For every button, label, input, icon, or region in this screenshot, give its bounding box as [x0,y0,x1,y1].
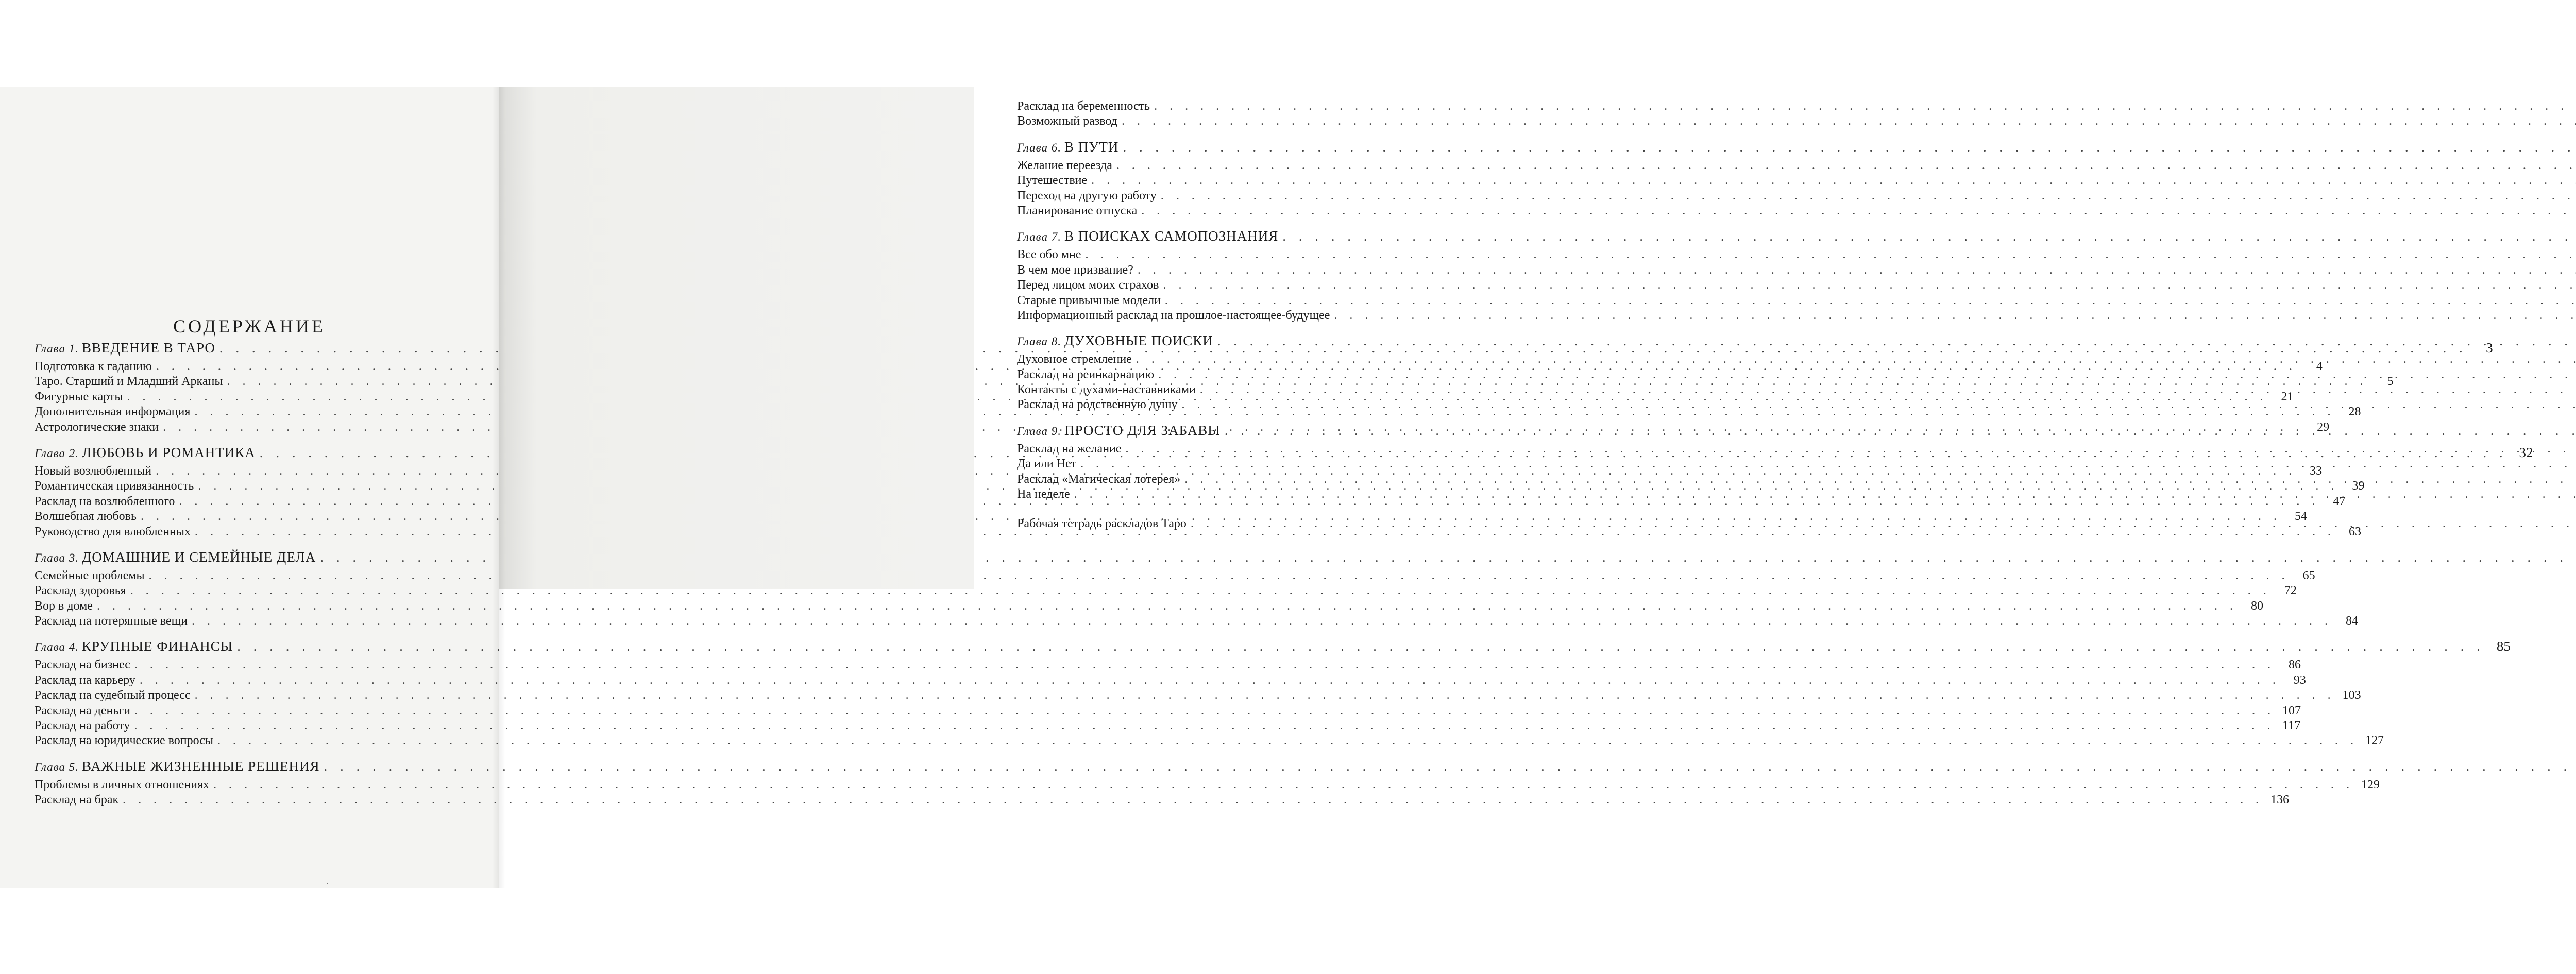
book-spread [0,87,2533,888]
toc-chapter-row [1017,419,1445,442]
entry-title: Расклад на юридические вопросы [35,734,213,748]
entry-title: Желание переезда [1017,158,1112,172]
chapter-number: Глава 9. [1017,424,1061,438]
toc-chapter-row [35,546,479,568]
page-number: 129 [2361,778,2380,792]
dot-leader [134,703,2275,718]
toc-entry-row [1017,263,1445,278]
toc-entry-row [35,599,2263,614]
toc-entry-row [1017,189,1445,204]
chapter-title [35,635,233,659]
section-gap [35,435,479,441]
entry-title: Расклад на родственную душу [1017,398,1178,412]
dot-leader [1165,293,2576,308]
dot-leader [217,733,2358,748]
toc-entry-row [1017,278,1445,293]
toc-entry-row [35,793,2290,808]
toc-entry-row [35,778,2380,793]
page-number: 93 [2293,673,2306,687]
page-number: 117 [2282,719,2301,733]
page-number: 107 [2282,703,2301,717]
chapter-title [35,337,215,360]
entry-title: Все обо мне [1017,248,1081,262]
toc-entry-row [35,525,2361,540]
toc-entry-row [35,568,2315,583]
entry-title: Информационный расклад на прошлое-настоящее-будущее [1017,308,1330,322]
chapter-name: ДУХОВНЫЕ ПОИСКИ [1064,333,1213,349]
dot-leader [149,568,2290,583]
toc-entry-row [1017,158,1445,173]
entry-title: Духовное стремление [1017,352,1132,366]
toc-entry-row [1017,204,1445,219]
toc-entry-row [35,688,2361,703]
entry-title: В чем мое призвание? [1017,263,1133,277]
toc-entry-row [35,733,2384,748]
dot-leader [192,614,2332,629]
chapter-title [35,546,316,569]
dot-leader [130,583,2271,598]
dot-leader [1191,516,2576,531]
book-gutter [492,87,505,888]
page-number: 85 [2496,639,2511,654]
page-number: 39 [2352,479,2365,493]
toc-entry-row [1017,114,1445,129]
dot-leader [1163,278,2576,293]
dot-leader [1136,352,2576,367]
toc-entry-row [1017,472,1445,487]
dot-leader [1225,419,2576,442]
dot-leader [1091,173,2576,188]
toc-title: СОДЕРЖАНИЕ [173,316,326,337]
toc-entry-row [35,718,2301,733]
entry-title: Новый возлюбленный [35,464,152,478]
chapter-title [1017,136,1118,159]
chapter-name: В ПУТИ [1064,139,1119,155]
section-gap [35,540,479,546]
toc-entry-row [1017,308,1445,323]
chapter-number: Глава 4. [35,641,79,654]
entry-title: Старые привычные модели [1017,293,1161,307]
entry-title: Руководство для влюбленных [35,525,191,539]
entry-title: Расклад на желание [1017,442,1122,456]
section-gap [1017,129,1445,136]
chapter-title [1017,329,1213,353]
toc-entry-row [1017,487,1445,502]
dot-leader [1122,114,2576,129]
toc-chapter-row [35,635,2511,658]
page-number: 54 [2294,510,2307,524]
dot-leader [1334,308,2576,323]
page-number: 72 [2284,584,2297,598]
section-gap [35,749,479,755]
entry-title: Расклад на бизнес [35,658,130,672]
dot-leader [213,778,2354,793]
dot-leader [1181,397,2576,412]
entry-title: Расклад на реинкарнацию [1017,367,1155,381]
dot-leader [1154,99,2576,114]
chapter-name: ДОМАШНИЕ И СЕМЕЙНЫЕ ДЕЛА [82,549,316,565]
toc-entry-row [1017,442,1445,457]
chapter-number: Глава 3. [35,551,79,564]
toc-entry-row [35,658,2301,673]
page-number: 136 [2270,793,2290,807]
page-number: 32 [2519,444,2533,460]
dot-leader [1080,457,2576,472]
entry-title: Контакты с духами-наставниками [1017,383,1196,397]
dot-leader [1184,472,2576,487]
chapter-name: ВАЖНЫЕ ЖИЗНЕННЫЕ РЕШЕНИЯ [82,758,320,774]
toc-entry-row [1017,173,1445,188]
dot-leader [1126,442,2576,457]
chapter-number: Глава 8. [1017,335,1061,348]
toc-entry-row [35,673,2306,688]
dot-leader [1138,263,2576,278]
entry-title: Расклад на работу [35,719,130,733]
entry-title: Расклад на карьеру [35,673,135,687]
chapter-title [1017,419,1221,443]
entry-title: Да или Нет [1017,457,1077,471]
page-number: 127 [2365,734,2384,748]
toc-chapter-row [1017,136,1445,158]
entry-title: Семейные проблемы [35,568,145,582]
entry-title: Возможный развод [1017,114,1117,128]
chapter-number: Глава 6. [1017,141,1061,154]
toc-entry-row [1017,382,1445,397]
toc-entry-row [35,614,2358,629]
entry-title: Переход на другую работу [1017,189,1157,203]
entry-title: Расклад на возлюбленного [35,494,175,508]
toc-entry-row [1017,352,1445,367]
toc-entry-row [1017,367,1445,382]
section-gap [1017,502,1445,516]
chapter-name: ПРОСТО ДЛЯ ЗАБАВЫ [1064,422,1221,438]
page-number: 103 [2342,688,2361,702]
section-gap [1017,413,1445,419]
right-page [499,87,1330,589]
entry-title: Расклад на беременность [1017,99,1150,113]
toc-entry-row [1017,516,1445,531]
dot-leader [134,658,2275,673]
toc-chapter-row [35,755,479,778]
page-number: 5 [2387,375,2394,389]
entry-title: Фигурные карты [35,390,123,404]
dot-leader [140,673,2280,688]
toc-entry-row [1017,397,1445,412]
dot-leader [1141,204,2576,219]
chapter-title [35,441,256,465]
entry-title: Расклад на деньги [35,703,130,717]
page-number: 28 [2348,405,2361,419]
entry-title: Рабочая тетрадь раскладов Таро [1017,517,1187,531]
page-number [2573,546,2576,568]
print-speck [327,883,328,884]
toc-entry-row [1017,293,1445,308]
toc-entry-row [1017,247,1445,262]
entry-title: Путешествие [1017,174,1088,188]
page-number: 33 [2310,464,2323,478]
page-number: 3 [2486,340,2493,356]
entry-title: Астрологические знаки [35,420,159,434]
section-gap [35,629,479,635]
chapter-title [35,755,320,779]
chapter-name: КРУПНЫЕ ФИНАНСЫ [82,639,233,654]
entry-title: Подготовка к гаданию [35,360,152,373]
dot-leader [1074,487,2576,502]
toc-entry-row [1017,457,1445,472]
entry-title: Проблемы в личных отношениях [35,778,209,792]
entry-title: Расклад на брак [35,793,119,807]
section-gap [1017,323,1445,329]
page-number: 4 [2316,360,2323,373]
entry-title: Романтическая привязанность [35,479,194,493]
dot-leader [1161,189,2576,204]
entry-title: Расклад на потерянные вещи [35,614,188,628]
page-number: 63 [2349,525,2361,539]
dot-leader [1123,136,2576,158]
dot-leader [195,688,2335,703]
toc-entry-row [35,583,2297,598]
page-number: 84 [2346,614,2358,628]
entry-title: Дополнительная информация [35,405,191,419]
chapter-name: ВВЕДЕНИЕ В ТАРО [82,340,215,356]
chapter-name: В ПОИСКАХ САМОПОЗНАНИЯ [1064,228,1279,244]
entry-title: Расклад на судебный процесс [35,688,191,702]
dot-leader [237,635,2485,658]
dot-leader [123,793,2263,808]
page-number: 21 [2281,390,2294,404]
entry-title: Таро. Старший и Младший Арканы [35,375,223,389]
dot-leader [1217,329,2576,352]
entry-title: Вор в доме [35,599,93,613]
chapter-number: Глава 7. [1017,230,1061,244]
entry-title: Расклад здоровья [35,584,126,598]
toc-entry-row [35,703,2301,718]
dot-leader [1200,382,2576,397]
section-gap [1017,219,1445,225]
chapter-number: Глава 5. [35,760,79,774]
toc-entry-row [1017,99,1445,114]
entry-title: Расклад «Магическая лотерея» [1017,472,1181,486]
entry-title: Перед лицом моих страхов [1017,278,1159,292]
chapter-title [1017,225,1278,248]
chapter-name: ЛЮБОВЬ И РОМАНТИКА [82,444,256,460]
dot-leader [1116,158,2576,173]
dot-leader [1158,367,2576,382]
toc-chapter-row [1017,329,1445,352]
page-number: 47 [2333,494,2346,508]
dot-leader [1282,225,2576,247]
dot-leader [1086,247,2576,262]
dot-leader [324,755,2572,778]
toc-chapter-row [1017,225,1445,247]
dot-leader [134,718,2275,733]
chapter-number: Глава 1. [35,342,79,355]
dot-leader [97,599,2238,614]
entry-title: Волшебная любовь [35,510,137,524]
page-number: 86 [2288,658,2301,672]
page-number: 80 [2250,599,2263,613]
chapter-number: Глава 2. [35,446,79,460]
entry-title: На неделе [1017,488,1070,501]
toc-right-column [1017,99,1445,532]
page-number: 29 [2317,420,2330,434]
page-number: 65 [2302,568,2315,582]
entry-title: Планирование отпуска [1017,204,1138,217]
